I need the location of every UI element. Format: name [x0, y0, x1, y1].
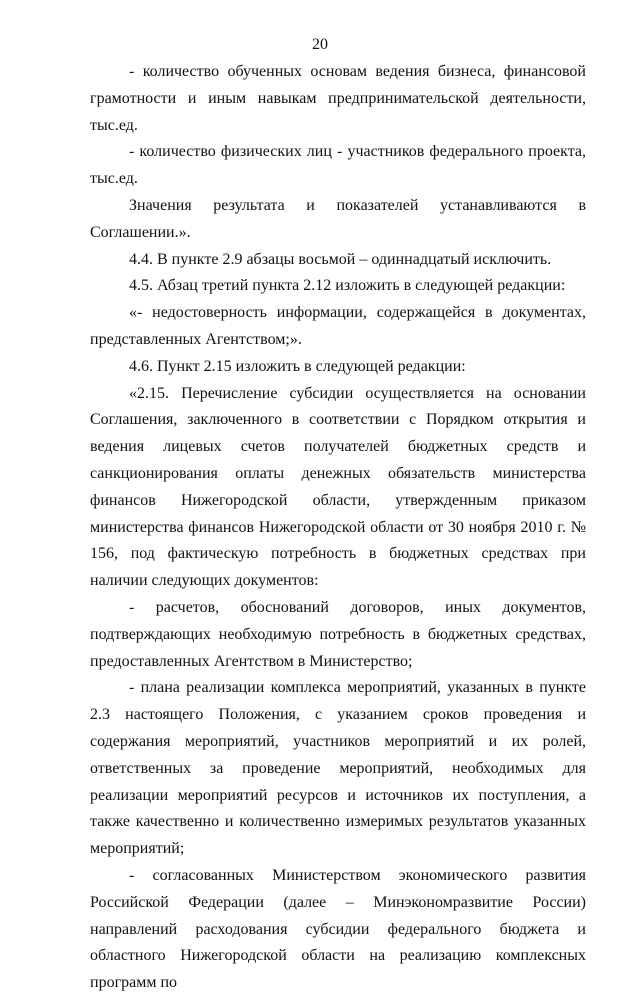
paragraph: Значения результата и показателей устанавливаются в Соглашении.».: [90, 196, 586, 241]
document-body: [90, 59, 586, 997]
paragraph: 4.5. Абзац третий пункта 2.12 изложить в следующей редакции:: [129, 277, 566, 295]
page-number: 20: [312, 36, 328, 53]
paragraph: - согласованных Министерством экономического развития Российской Федерации (далее – Минэкономразвитие России) направлений расходования субсидии федерального бюджета и областного Нижегородской области на реализацию комплексных программ по: [90, 866, 586, 992]
paragraph: - количество физических лиц - участников федерального проекта, тыс.ед.: [90, 143, 586, 188]
paragraph: - количество обученных основам ведения бизнеса, финансовой грамотности и иным навыкам предпринимательской деятельности, тыс.ед.: [90, 63, 586, 134]
paragraph: 4.4. В пункте 2.9 абзацы восьмой – одиннадцатый исключить.: [129, 250, 552, 268]
paragraph: - плана реализации комплекса мероприятий, указанных в пункте 2.3 настоящего Положения, с указанием сроков проведения и содержания мероприятий, участников мероприятий и их ролей, ответственных за проведение мероприятий, необходимых для реализации мероприятий ресурсов и источников их поступления, а также качественно и количественно измеримых результатов указанных мероприятий;: [90, 679, 586, 858]
paragraph: - расчетов, обоснований договоров, иных документов, подтверждающих необходимую потребность в бюджетных средствах, предоставленных Агентством в Министерство;: [90, 598, 586, 670]
paragraph: «2.15. Перечисление субсидии осуществляется на основании Соглашения, заключенного в соответствии с Порядком открытия и ведения лицевых счетов получателей бюджетных средств и санкционирования оплаты денежных обязательств министерства финансов Нижегородской области, утвержденным приказом министерства финансов Нижегородской области от 30 ноября 2010 г. № 156, под фактическую потребность в бюджетных средствах при наличии следующих документов:: [90, 384, 586, 590]
paragraph: «- недостоверность информации, содержащейся в документах, представленных Агентством;».: [90, 304, 586, 348]
paragraph: 4.6. Пункт 2.15 изложить в следующей редакции:: [129, 357, 466, 375]
